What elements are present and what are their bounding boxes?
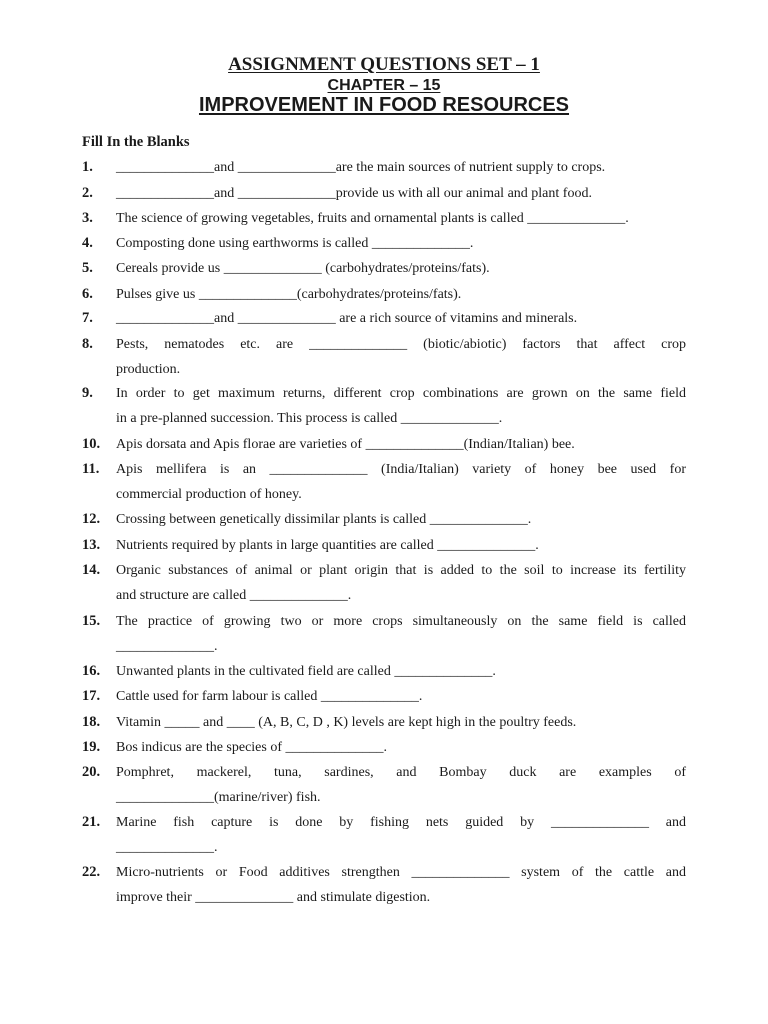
chapter-title: CHAPTER – 15 (327, 77, 441, 94)
question-text: ______________and ______________are the main sources of nutrient supply to crops. (116, 160, 606, 175)
question-text: Cereals provide us ______________ (carbohydrates/proteins/fats). (116, 261, 490, 276)
question-text: Cattle used for farm labour is called ______________. (116, 689, 423, 704)
question-number: 17. (82, 688, 101, 704)
question-text-continued: ______________(marine/river) fish. (116, 790, 321, 805)
question-number: 2. (82, 185, 93, 201)
question-text: Bos indicus are the species of ______________. (116, 740, 388, 755)
question-number: 5. (82, 260, 93, 276)
assignment-title: ASSIGNMENT QUESTIONS SET – 1 (228, 54, 540, 75)
question-number: 11. (82, 461, 100, 477)
question-number: 15. (82, 613, 101, 629)
question-text: Marine fish capture is done by fishing nets guided by ______________ and (116, 815, 686, 830)
question-text: The science of growing vegetables, fruits and ornamental plants is called ______________. (116, 211, 629, 226)
question-text-continued: commercial production of honey. (116, 487, 302, 502)
question-text: Apis mellifera is an ______________ (India/Italian) variety of honey bee used for (116, 462, 686, 477)
question-text: Micro-nutrients or Food additives strengthen ______________ system of the cattle and (116, 865, 686, 880)
question-number: 22. (82, 864, 101, 880)
question-text: The practice of growing two or more crops simultaneously on the same field is called (116, 614, 686, 629)
question-text: Apis dorsata and Apis florae are varieties of ______________(Indian/Italian) bee. (116, 437, 575, 452)
question-text: ______________and ______________ are a rich source of vitamins and minerals. (116, 311, 578, 326)
question-text: Pulses give us ______________(carbohydrates/proteins/fats). (116, 287, 462, 302)
question-number: 19. (82, 739, 101, 755)
question-number: 3. (82, 210, 93, 226)
question-number: 9. (82, 385, 93, 401)
question-number: 8. (82, 336, 93, 352)
question-text: Pests, nematodes etc. are ______________ (biotic/abiotic) factors that affect crop (116, 337, 686, 352)
question-number: 4. (82, 235, 93, 251)
question-text: Crossing between genetically dissimilar plants is called ______________. (116, 512, 532, 527)
question-text-continued: improve their ______________ and stimulate digestion. (116, 890, 431, 905)
question-text-continued: ______________. (116, 840, 218, 855)
topic-title: IMPROVEMENT IN FOOD RESOURCES (198, 94, 570, 116)
question-number: 1. (82, 159, 93, 175)
question-text: ______________and ______________provide us with all our animal and plant food. (116, 186, 592, 201)
question-text: Vitamin _____ and ____ (A, B, C, D , K) levels are kept high in the poultry feeds. (116, 715, 577, 730)
section-heading: Fill In the Blanks (82, 134, 190, 150)
question-text: Composting done using earthworms is called ______________. (116, 236, 474, 251)
question-number: 7. (82, 310, 93, 326)
question-text: Nutrients required by plants in large quantities are called ______________. (116, 538, 539, 553)
question-text-continued: and structure are called ______________. (116, 588, 352, 603)
question-number: 12. (82, 511, 101, 527)
question-number: 10. (82, 436, 101, 452)
question-number: 16. (82, 663, 101, 679)
question-text-continued: ______________. (116, 639, 218, 654)
question-text: Unwanted plants in the cultivated field are called ______________. (116, 664, 496, 679)
question-text: In order to get maximum returns, different crop combinations are grown on the same field (116, 386, 686, 401)
question-number: 6. (82, 286, 93, 302)
question-number: 21. (82, 814, 101, 830)
question-text-continued: production. (116, 362, 181, 377)
question-number: 13. (82, 537, 101, 553)
question-number: 18. (82, 714, 101, 730)
question-number: 14. (82, 562, 101, 578)
question-text: Organic substances of animal or plant origin that is added to the soil to increase its fertility (116, 563, 686, 578)
question-number: 20. (82, 764, 101, 780)
question-text: Pomphret, mackerel, tuna, sardines, and Bombay duck are examples of (116, 765, 686, 780)
question-text-continued: in a pre-planned succession. This process is called ______________. (116, 411, 503, 426)
